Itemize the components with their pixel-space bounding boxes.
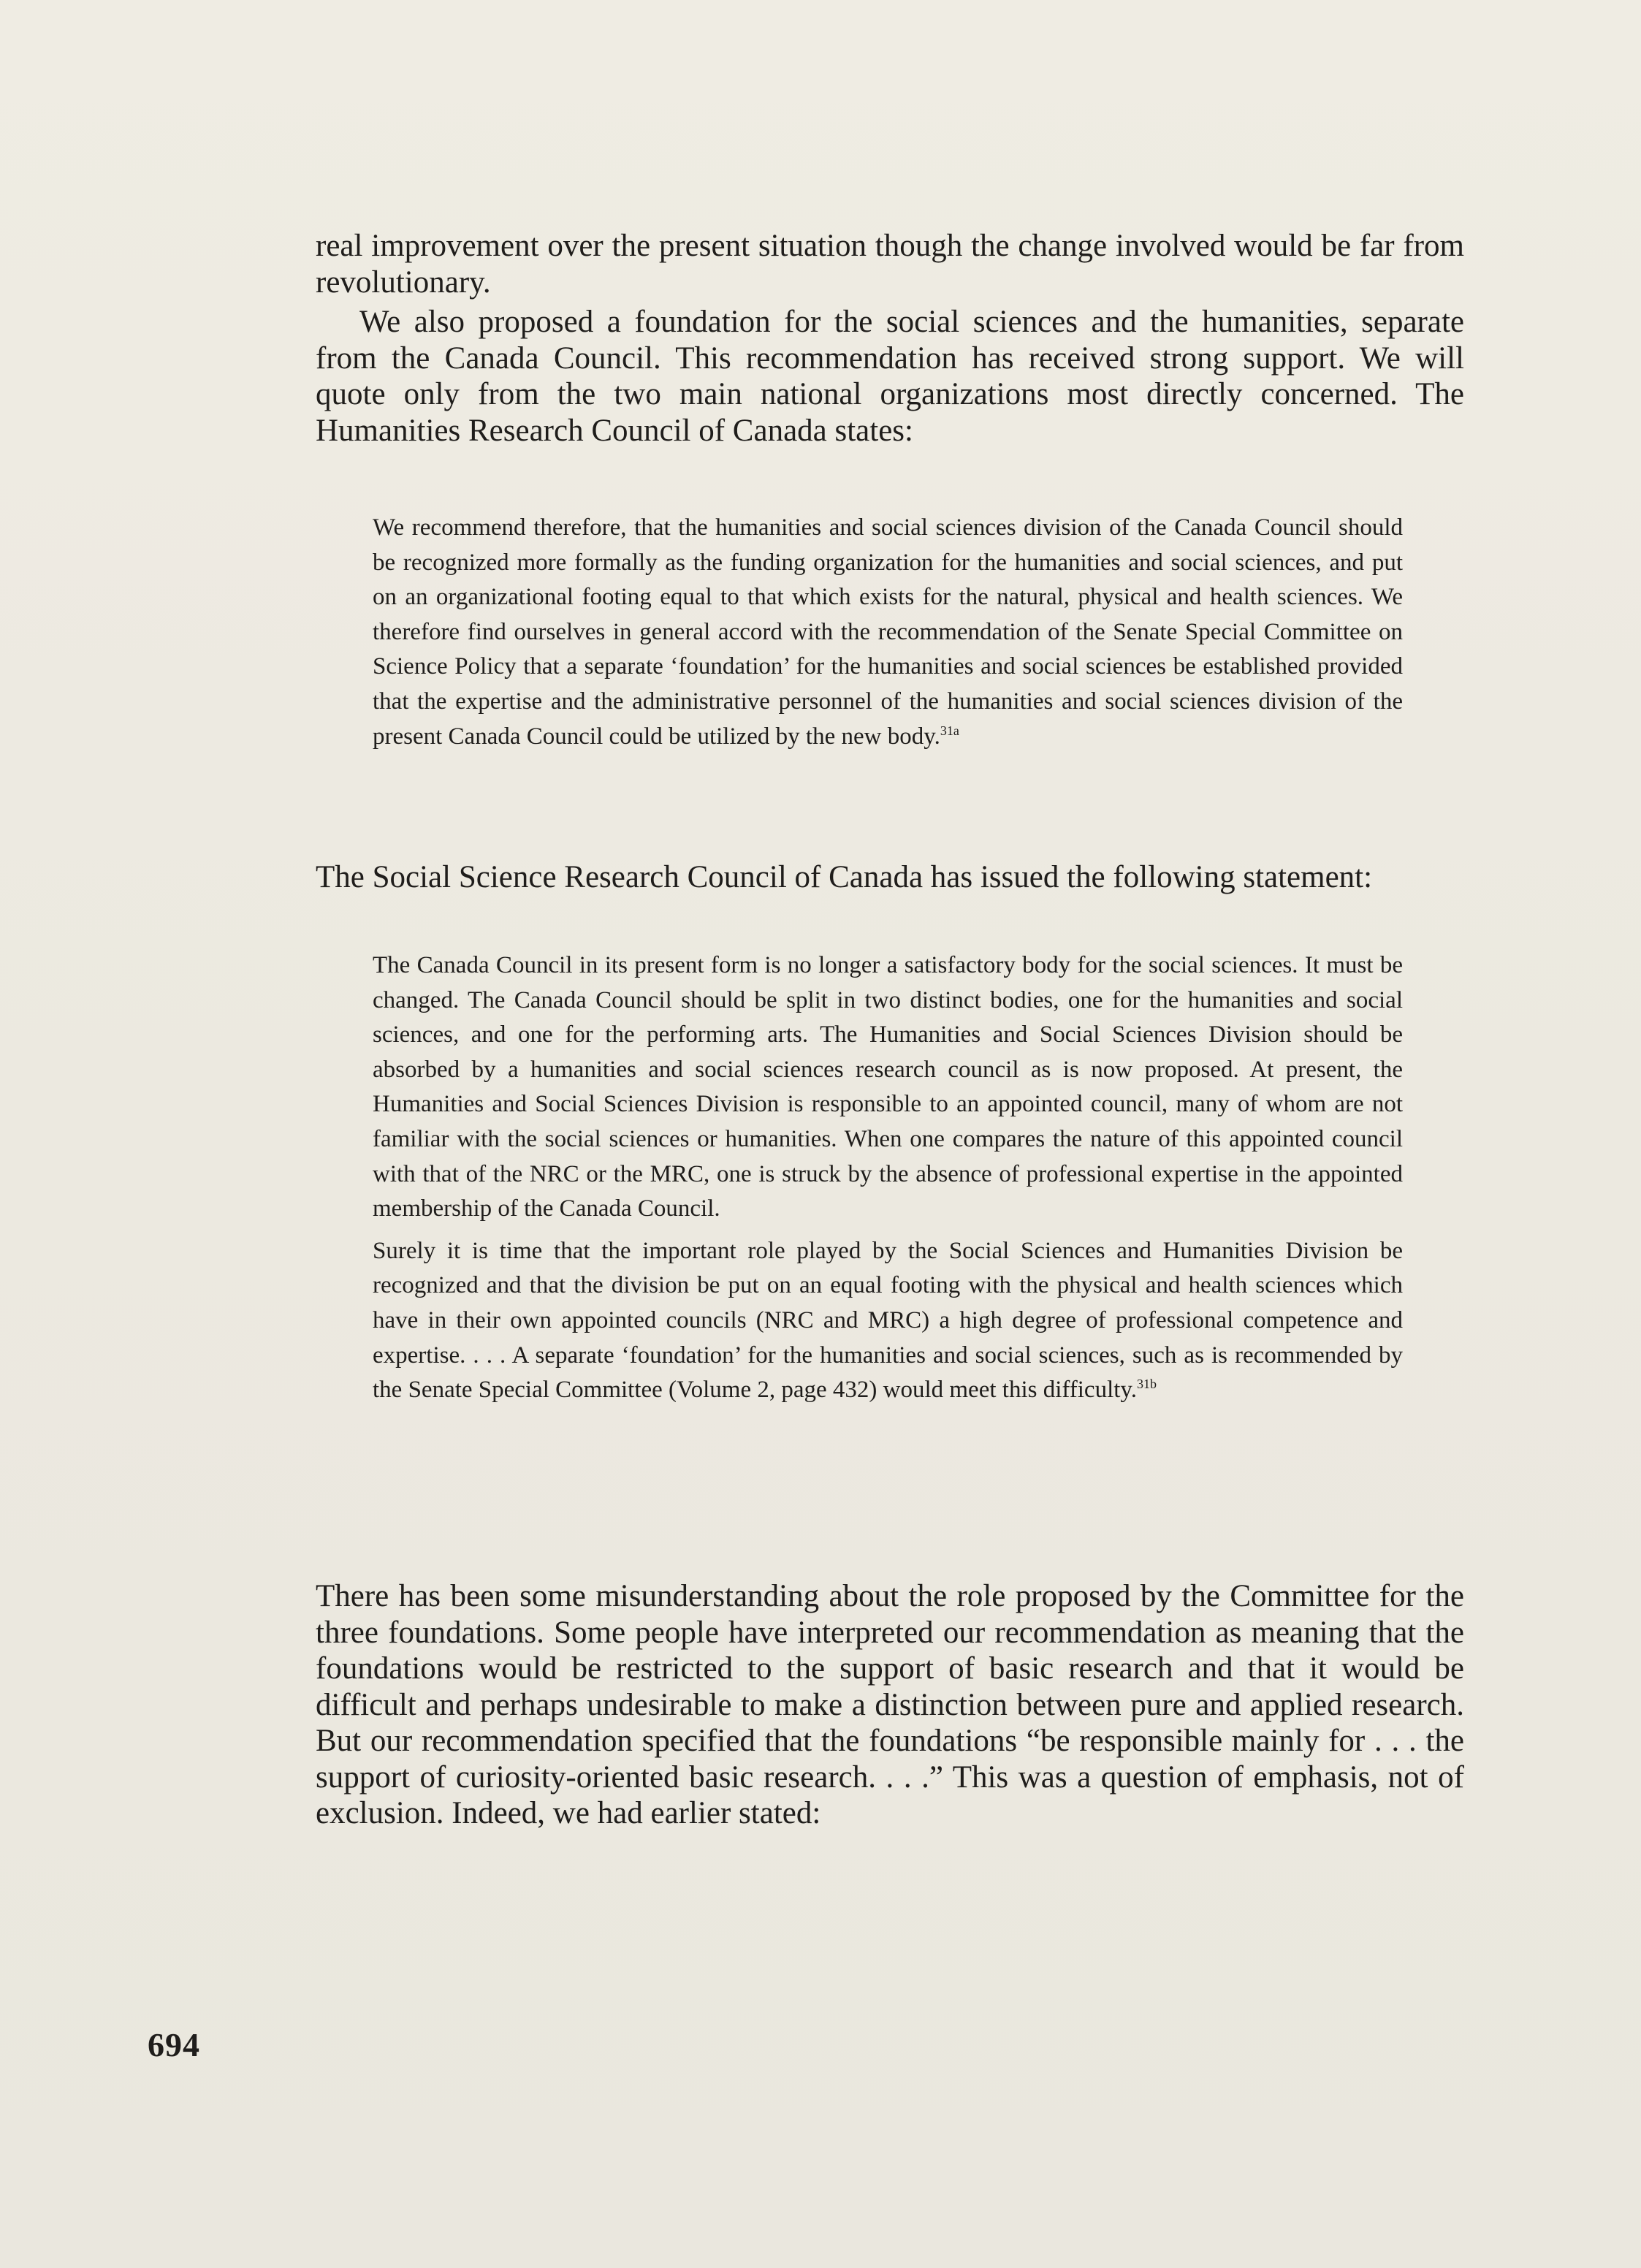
block-quote-humanities-council [373,511,1403,754]
quote-text: Surely it is time that the important role played by the Social Sciences and Humanities Division be recognized and that the division be put on an equal footing with the physical and health sciences which have in their own appointed councils (NRC and MRC) a high degree of professional competence and expertise. . . . A separate ‘foundation’ for the humanities and social sciences, such as is recommended by the Senate Special Committee (Volume 2, page 432) would meet this difficulty. [373,1237,1403,1404]
paragraph-foundations-role: There has been some misunderstanding about the role proposed by the Committee for the three foundations. Some people have interpreted our recommendation as meaning that the foundations would be restricted to the support of basic research and that it would be difficult and perhaps undesirable to make a distinction between pure and applied research. But our recommendation specified that the foundations “be responsible mainly for . . . the support of curiosity-oriented basic research. . . .” This was a question of emphasis, not of exclusion. Indeed, we had earlier stated: [316,1579,1464,1830]
block-quote-social-science-council [373,948,1403,1408]
page-number: 694 [148,2026,200,2063]
footnote-marker: 31b [1137,1377,1157,1392]
quote-paragraph [373,511,1403,754]
paragraph-ssrc-intro: The Social Science Research Council of Canada has issued the following statement: [316,860,1373,894]
quote-paragraph: The Canada Council in its present form is no longer a satisfactory body for the social sciences. It must be changed. The Canada Council should be split in two distinct bodies, one for the humanities and social sciences, and one for the performing arts. The Humanities and Social Sciences Division should be absorbed by a humanities and social sciences research council as is now proposed. At present, the Humanities and Social Sciences Division is responsible to an appointed council, many of whom are not familiar with the social sciences or humanities. When one compares the nature of this appointed council with that of the NRC or the MRC, one is struck by the absence of professional expertise in the appointed membership of the Canada Council. [373,952,1403,1222]
paragraph-foundation-proposal: We also proposed a foundation for the social sciences and the humanities, separate from the Canada Council. This recommendation has received strong support. We will quote only from the two main national organizations most directly concerned. The Humanities Research Council of Canada states: [316,305,1464,448]
quote-paragraph [373,1234,1403,1408]
footnote-marker: 31a [940,723,959,738]
quote-text: We recommend therefore, that the humanities and social sciences division of the Canada Council should be recognized more formally as the funding organization for the humanities and social sciences, and put on an organizational footing equal to that which exists for the natural, physical and health sciences. We therefore find ourselves in general accord with the recommendation of the Senate Special Committee on Science Policy that a separate ‘foundation’ for the humanities and social sciences be established provided that the expertise and the administrative personnel of the humanities and social sciences division of the present Canada Council could be utilized by the new body. [373,514,1403,750]
paragraph-continuation: real improvement over the present situation though the change involved would be far from revolutionary. [316,229,1464,300]
